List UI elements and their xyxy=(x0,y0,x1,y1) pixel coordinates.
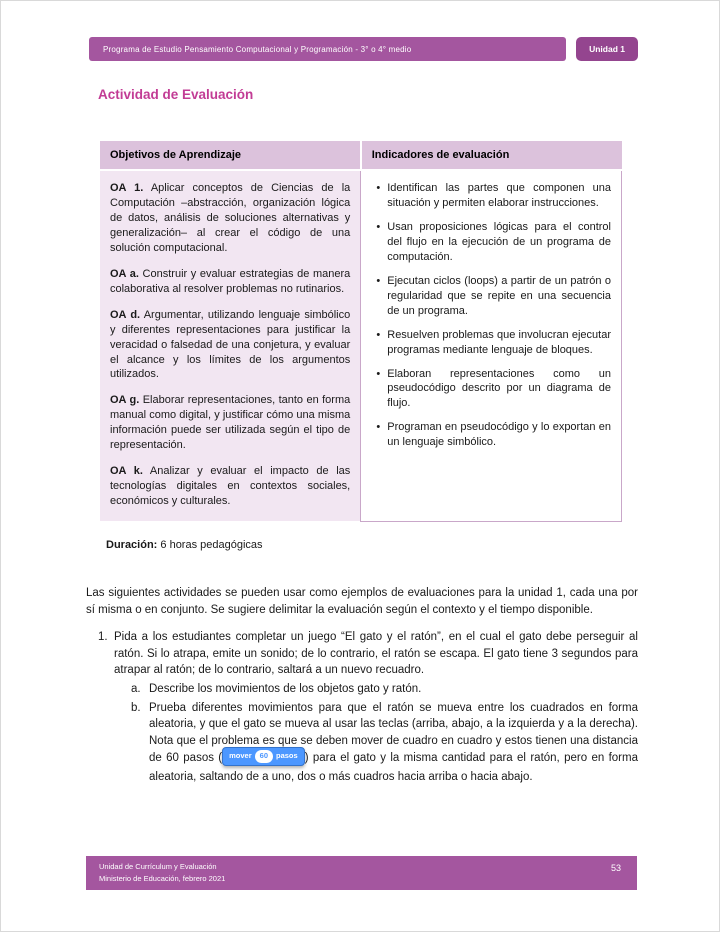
indicators-header-cell: Indicadores de evaluación xyxy=(361,140,622,170)
bullet-icon: • xyxy=(376,367,381,380)
bullet-icon: • xyxy=(376,220,381,233)
objectives-indicators-table xyxy=(100,139,622,522)
bullet-icon: • xyxy=(376,182,381,194)
program-title: Programa de Estudio Pensamiento Computacional y Programación - 3° o 4° medio xyxy=(103,44,412,54)
duration-label: Duración: xyxy=(106,539,158,551)
unit-badge-label: Unidad 1 xyxy=(589,44,625,54)
objective-item xyxy=(110,464,350,509)
scratch-block-label-pasos: pasos xyxy=(276,750,298,760)
objective-text: Construir y evaluar estrategias de manera colaborativa al resolver problemas no rutinarios. xyxy=(110,267,351,295)
objective-item xyxy=(110,267,350,297)
sub-item-b-text-after: ) para el gato y la misma cantidad para el ratón, pero en forma aleatoria, saltando de a uno, dos o más cuadros hacia arriba o hacia abajo. xyxy=(149,751,638,783)
footer-unit-line: Unidad de Currículum y Evaluación xyxy=(99,862,217,871)
sub-item-b-text xyxy=(149,700,638,786)
indicators-cell xyxy=(361,170,622,521)
bullet-icon: • xyxy=(376,421,381,434)
program-title-bar xyxy=(89,37,566,61)
indicator-text: Resuelven problemas que involucran ejecutar programas mediante lenguaje de bloques. xyxy=(387,328,611,356)
top-bar xyxy=(89,37,638,61)
objective-item xyxy=(110,308,350,383)
objective-text: Aplicar conceptos de Ciencias de la Computación –abstracción, organización lógica de datos, análisis de soluciones alternativas y generalización– al crear el código de una solución computacional. xyxy=(110,182,351,254)
duration-line xyxy=(106,539,263,551)
objectives-cell xyxy=(100,170,361,521)
scratch-move-block xyxy=(222,747,305,766)
indicator-item xyxy=(369,181,611,211)
indicator-text: Programan en pseudocódigo y lo exportan en un lenguaje simbólico. xyxy=(387,421,611,449)
indicator-item xyxy=(369,328,611,358)
activity-list xyxy=(86,629,638,785)
indicator-text: Ejecutan ciclos (loops) a partir de un patrón o regularidad que se repite en una secuencia de un programa. xyxy=(387,274,611,317)
unit-badge xyxy=(576,37,638,61)
objective-text: Elaborar representaciones, tanto en forma manual como digital, y justificar cómo una misma información puede ser utilizada según el tipo de representación. xyxy=(110,394,351,452)
duration-value: 6 horas pedagógicas xyxy=(157,539,263,551)
objective-text: Analizar y evaluar el impacto de las tecnologías digitales en contextos sociales, económicos y culturales. xyxy=(110,465,351,508)
objective-text: Argumentar, utilizando lenguaje simbólico y diferentes representaciones para justificar la veracidad o falsedad de una conjetura, y evaluar el alcance y los límites de los argumentos utilizados. xyxy=(110,308,351,381)
page-number: 53 xyxy=(610,863,621,873)
page-title: Actividad de Evaluación xyxy=(98,87,254,102)
objectives-header-cell: Objetivos de Aprendizaje xyxy=(100,140,361,170)
indicator-text: Elaboran representaciones como un pseudocódigo descrito por un diagrama de flujo. xyxy=(387,367,611,410)
activity-number: 1. xyxy=(98,631,108,643)
scratch-block-value: 60 xyxy=(255,750,273,763)
activity-item-1 xyxy=(86,629,638,679)
table-body-row xyxy=(100,170,622,521)
objective-code: OA a. xyxy=(110,267,139,280)
table-header-row xyxy=(100,140,622,170)
objective-item xyxy=(110,393,350,453)
objective-code: OA k. xyxy=(110,465,143,478)
indicator-text: Identifican las partes que componen una situación y permiten elaborar instrucciones. xyxy=(387,182,611,209)
footer-text xyxy=(99,861,225,885)
indicator-item xyxy=(369,220,611,265)
objective-item xyxy=(110,181,350,256)
scratch-block-label-mover: mover xyxy=(229,750,252,760)
indicator-item xyxy=(369,367,611,412)
objective-code: OA g. xyxy=(110,394,140,407)
objective-code: OA d. xyxy=(110,308,141,321)
indicator-item xyxy=(369,420,611,450)
footer-bar xyxy=(86,856,637,890)
indicator-item xyxy=(369,274,611,319)
indicator-text: Usan proposiciones lógicas para el control del flujo en la ejecución de un programa de computación. xyxy=(387,220,611,263)
bullet-icon: • xyxy=(376,274,381,287)
intro-paragraph: Las siguientes actividades se pueden usar como ejemplos de evaluaciones para la unidad 1, cada una por sí misma o en conjunto. Se sugiere delimitar la evaluación según el contexto y el tiempo disponible. xyxy=(86,587,638,616)
sub-item-b xyxy=(86,700,638,786)
objective-code: OA 1. xyxy=(110,182,144,194)
sub-item-b-letter: b. xyxy=(131,701,141,714)
sub-item-b-text-before: Prueba diferentes movimientos para que el ratón se mueva entre los cuadrados en forma aleatoria, y que el gato se mueva al usar las teclas (arriba, abajo, a la izquierda y a la derecha). Nota que el problema es que se deben mover de cuadro en cuadro y estos tienen una distancia de 60 pasos ( xyxy=(149,701,638,764)
bullet-icon: • xyxy=(376,328,381,341)
sub-item-a-letter: a. xyxy=(131,683,141,696)
footer-ministry-line: Ministerio de Educación, febrero 2021 xyxy=(99,874,226,883)
activity-text: Pida a los estudiantes completar un juego “El gato y el ratón”, en el cual el gato debe perseguir al ratón. Si lo atrapa, emite un sonido; de lo contrario, el ratón se escapa. El gato tiene 3 segundos para atrapar al ratón; de lo contrario, saltará a un nuevo recuadro. xyxy=(114,631,638,677)
sub-item-a-text: Describe los movimientos de los objetos gato y ratón. xyxy=(149,683,422,696)
sub-item-a xyxy=(86,681,638,698)
